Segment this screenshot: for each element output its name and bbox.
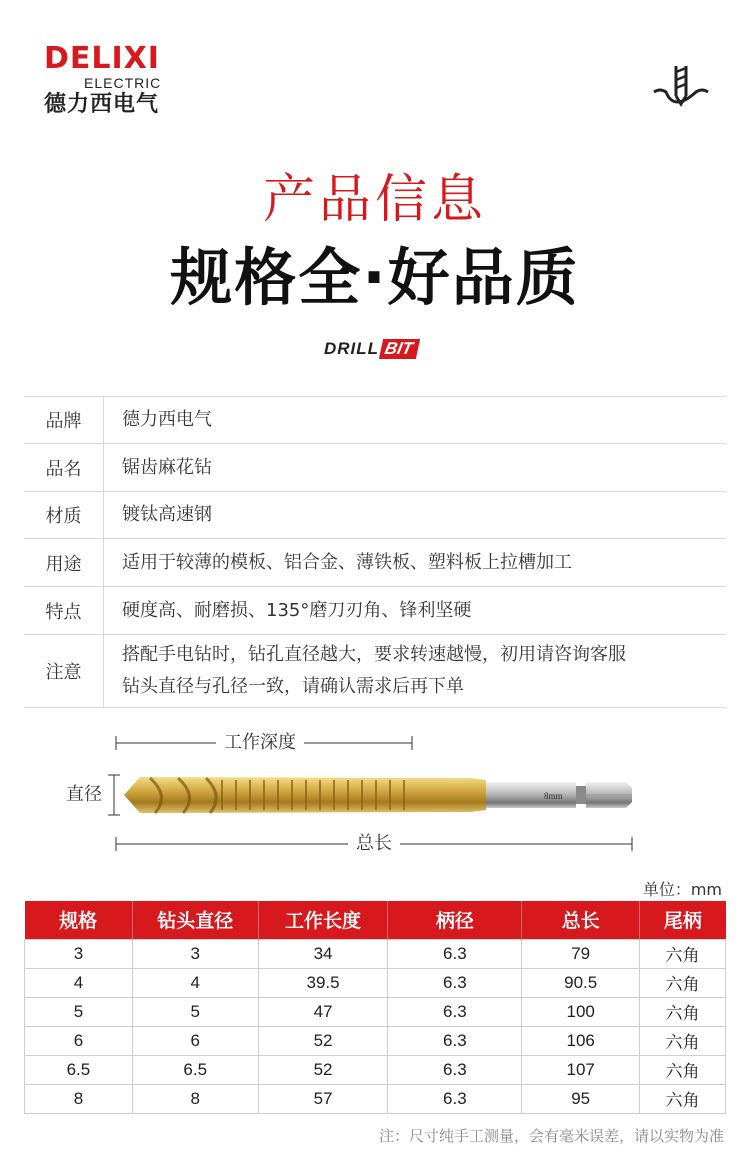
table-cell: 107 bbox=[522, 1055, 640, 1084]
table-cell: 六角 bbox=[640, 1084, 726, 1113]
measurement-footnote: 注：尺寸纯手工测量，会有毫米误差，请以实物为准 bbox=[378, 1127, 724, 1145]
table-row bbox=[25, 968, 726, 997]
table-cell: 52 bbox=[258, 1055, 388, 1084]
spec-header: 柄径 bbox=[388, 901, 522, 939]
table-cell: 六角 bbox=[640, 1026, 726, 1055]
info-key: 特点 bbox=[24, 587, 104, 634]
spec-header: 尾柄 bbox=[640, 901, 726, 939]
table-cell: 79 bbox=[522, 939, 640, 968]
headline-product-info: 产品信息 bbox=[262, 170, 487, 230]
table-cell: 52 bbox=[258, 1026, 388, 1055]
info-row bbox=[24, 587, 726, 635]
table-cell: 57 bbox=[258, 1084, 388, 1113]
table-cell: 6.3 bbox=[388, 997, 522, 1026]
table-cell: 6.3 bbox=[388, 1084, 522, 1113]
table-cell: 8 bbox=[25, 1084, 133, 1113]
table-cell: 6.3 bbox=[388, 939, 522, 968]
table-cell: 47 bbox=[258, 997, 388, 1026]
info-value: 镀钛高速钢 bbox=[122, 504, 212, 525]
info-row bbox=[24, 635, 726, 708]
product-info-table bbox=[24, 396, 726, 708]
table-cell: 六角 bbox=[640, 939, 726, 968]
table-cell: 3 bbox=[25, 939, 133, 968]
info-row bbox=[24, 397, 726, 444]
table-cell: 6.3 bbox=[388, 968, 522, 997]
table-cell: 6 bbox=[132, 1026, 258, 1055]
table-cell: 95 bbox=[522, 1084, 640, 1113]
tag-drill: DRILL bbox=[324, 339, 380, 358]
table-cell: 4 bbox=[132, 968, 258, 997]
info-value: 德力西电气 bbox=[122, 409, 212, 430]
info-key: 用途 bbox=[24, 539, 104, 586]
table-cell: 六角 bbox=[640, 968, 726, 997]
info-value: 锯齿麻花钻 bbox=[122, 456, 212, 478]
table-cell: 六角 bbox=[640, 997, 726, 1026]
table-row bbox=[25, 1055, 726, 1084]
drill-bit-diagram bbox=[0, 720, 750, 860]
table-cell: 6.5 bbox=[132, 1055, 258, 1084]
spec-table bbox=[24, 901, 726, 1114]
headline-slogan: 规格全·好品质 bbox=[170, 241, 580, 314]
brand-logo bbox=[44, 41, 204, 118]
info-key: 注意 bbox=[24, 635, 104, 707]
spec-header-row bbox=[25, 901, 726, 939]
info-row bbox=[24, 492, 726, 539]
info-value: 适用于较薄的模板、铝合金、薄铁板、塑料板上拉槽加工 bbox=[122, 551, 572, 573]
unit-label: 单位：mm bbox=[642, 880, 722, 899]
table-cell: 106 bbox=[522, 1026, 640, 1055]
table-cell: 3 bbox=[132, 939, 258, 968]
table-row bbox=[25, 1084, 726, 1113]
spec-header: 工作长度 bbox=[258, 901, 388, 939]
table-cell: 4 bbox=[25, 968, 133, 997]
table-cell: 6.3 bbox=[388, 1026, 522, 1055]
info-key: 品牌 bbox=[24, 397, 104, 443]
table-cell: 100 bbox=[522, 997, 640, 1026]
shank-size-print: 8mm bbox=[544, 791, 563, 801]
logo-chinese-name: 德力西电气 bbox=[44, 92, 160, 117]
table-cell: 6 bbox=[25, 1026, 133, 1055]
table-row bbox=[25, 997, 726, 1026]
table-cell: 39.5 bbox=[258, 968, 388, 997]
working-depth-label: 工作深度 bbox=[216, 732, 304, 754]
info-row bbox=[24, 539, 726, 587]
spec-header: 总长 bbox=[522, 901, 640, 939]
spec-header: 规格 bbox=[25, 901, 133, 939]
table-cell: 90.5 bbox=[522, 968, 640, 997]
drill-bit-icon bbox=[652, 62, 710, 118]
drill-bit-tag bbox=[324, 338, 418, 360]
table-cell: 5 bbox=[132, 997, 258, 1026]
info-value-line: 搭配手电钻时，钻孔直径越大，要求转速越慢，初用请咨询客服 bbox=[122, 644, 626, 665]
logo-wordmark: DELIXI bbox=[44, 41, 160, 76]
info-key: 材质 bbox=[24, 492, 104, 538]
spec-header: 钻头直径 bbox=[132, 901, 258, 939]
info-value-line: 钻头直径与孔径一致，请确认需求后再下单 bbox=[122, 676, 464, 697]
table-cell: 5 bbox=[25, 997, 133, 1026]
total-length-label: 总长 bbox=[348, 833, 400, 855]
tag-bit: BIT bbox=[379, 339, 421, 359]
info-row bbox=[24, 444, 726, 492]
info-key: 品名 bbox=[24, 444, 104, 491]
table-cell: 六角 bbox=[640, 1055, 726, 1084]
table-cell: 6.5 bbox=[25, 1055, 133, 1084]
info-value: 硬度高、耐磨损、135°磨刀刃角、锋利坚硬 bbox=[122, 599, 472, 621]
table-row bbox=[25, 1026, 726, 1055]
table-row bbox=[25, 939, 726, 968]
table-cell: 8 bbox=[132, 1084, 258, 1113]
logo-subtitle: ELECTRIC bbox=[84, 75, 162, 91]
diameter-label: 直径 bbox=[58, 784, 110, 806]
table-cell: 34 bbox=[258, 939, 388, 968]
table-cell: 6.3 bbox=[388, 1055, 522, 1084]
